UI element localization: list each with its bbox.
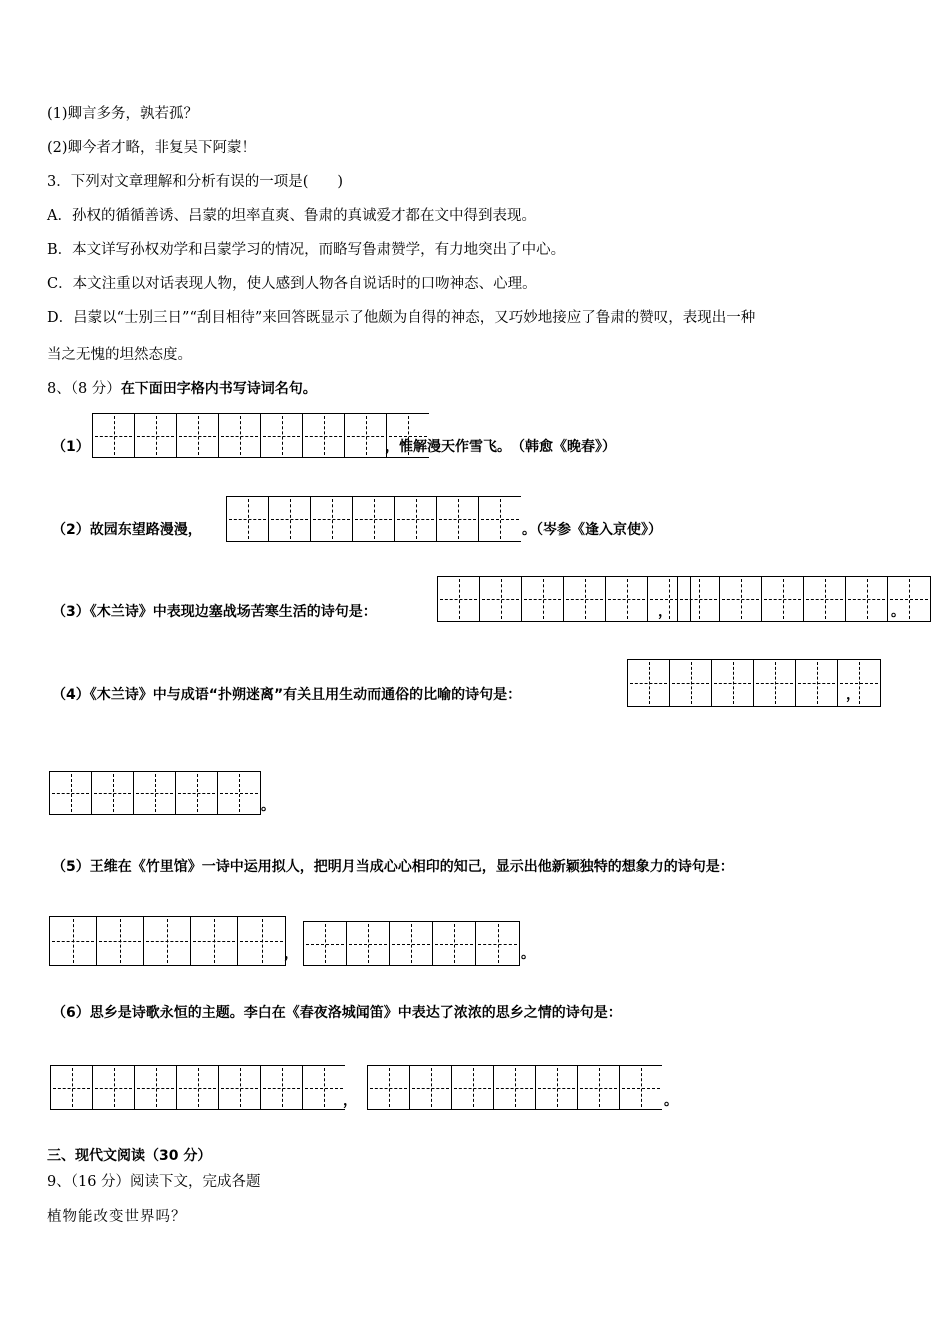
sentence-2: (2)卿今者才略，非复吴下阿蒙！ [47,140,257,156]
item-6-comma: ， [343,1093,357,1109]
item-2-label: （2）故园东望路漫漫， [52,522,202,538]
question-8-heading [47,377,317,398]
option-b: B．本文详写孙权劝学和吕蒙学习的情况，而略写鲁肃赞学，有力地突出了中心。 [47,242,566,258]
answer-grid-2[interactable] [226,496,521,542]
sentence-1: (1)卿言多务，孰若孤？ [47,106,199,122]
answer-grid-6b[interactable] [367,1065,662,1110]
item-6-label: （6）思乡是诗歌永恒的主题。李白在《春夜洛城闻笛》中表达了浓浓的思乡之情的诗句是： [52,1005,622,1021]
item-5-comma: ， [284,946,298,962]
answer-grid-6a[interactable] [50,1065,345,1110]
answer-grid-5b[interactable] [303,921,520,966]
section-3-title: 三、现代文阅读（30 分） [47,1148,212,1164]
option-c: C．本文注重以对话表现人物，使人感到人物各自说话时的口吻神态、心理。 [47,276,537,292]
option-a: A．孙权的循循善诱、吕蒙的坦率直爽、鲁肃的真诚爱才都在文中得到表现。 [47,208,536,224]
answer-grid-3a[interactable] [437,576,691,622]
item-4-label: （4）《木兰诗》中与成语“扑朔迷离”有关且用生动而通俗的比喻的诗句是： [52,687,522,703]
item-3-label: （3）《木兰诗》中表现边塞战场苦寒生活的诗句是： [52,604,377,620]
question-8-number: 8、（8 分） [47,381,121,397]
answer-grid-4a[interactable] [627,659,881,707]
item-6-period: 。 [664,1093,678,1109]
item-4-comma: ， [846,687,860,703]
question-9: 9、（16 分）阅读下文，完成各题 [47,1174,261,1190]
item-4-period: 。 [261,798,275,814]
option-d-cont: 当之无愧的坦然态度。 [47,347,192,363]
article-title: 植物能改变世界吗？ [47,1209,187,1225]
item-5-label: （5）王维在《竹里馆》一诗中运用拟人，把明月当成心心相印的知己，显示出他新颖独特的想象力的诗句是： [52,859,734,875]
answer-grid-5a[interactable] [49,916,286,966]
question-8-instruction: 在下面田字格内书写诗词名句。 [120,381,317,397]
item-3-comma: ， [658,604,672,620]
item-1-text: ，惟解漫天作雪飞。 （韩愈《晚春》） [385,439,616,455]
question-3: 3．下列对文章理解和分析有误的一项是( ) [47,174,344,190]
item-2-text: 。（岑参《逢入京使》） [522,522,662,538]
answer-grid-1[interactable] [92,413,429,458]
item-1-label: （1） [52,439,90,455]
item-5-period: 。 [521,946,535,962]
option-d: D．吕蒙以“士别三日”“刮目相待”来回答既显示了他颇为自得的神态，又巧妙地接应了鲁肃的赞叹，表现出一种 [47,310,756,326]
item-3-period: 。 [891,604,905,620]
answer-grid-4b[interactable] [49,771,261,815]
